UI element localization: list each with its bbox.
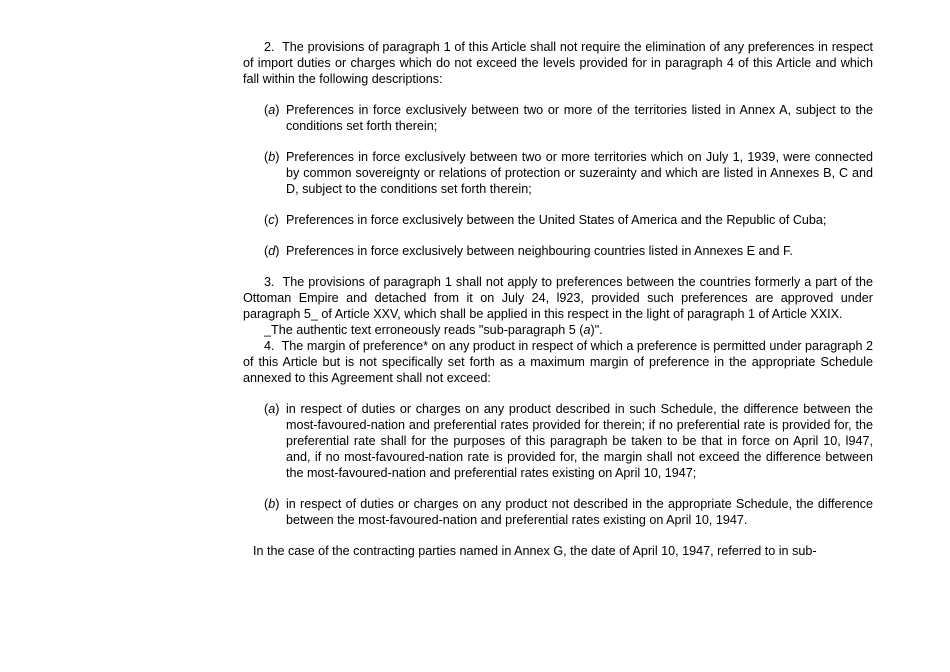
paragraph-4-number: 4.	[264, 339, 275, 353]
subparagraph-2a	[264, 102, 873, 134]
subparagraph-2b	[264, 149, 873, 197]
subparagraph-text: in respect of duties or charges on any product not described in the appropriate Schedule, the difference between the most-favoured-nation and preferential rates existing on April 10, 1947.	[286, 497, 873, 527]
subparagraph-label: (b)	[264, 497, 280, 511]
subparagraph-text: Preferences in force exclusively between two or more territories which on July 1, 1939, were connected by common sovereignty or relations of protection or suzerainty and which are listed in Annexes B, C and D, subject to the conditions set forth therein;	[286, 150, 873, 196]
paragraph-2-number: 2.	[264, 40, 275, 54]
subparagraph-label: (b)	[264, 150, 280, 164]
subparagraph-label: (a)	[264, 402, 280, 416]
subparagraph-text: in respect of duties or charges on any product described in such Schedule, the difference between the most-favoured-nation and preferential rates provided for therein; if no preferential rate is provided for, the preferential rate shall for the purposes of this paragraph be taken to be that in force on April 10, l947, and, if no most-favoured-nation rate is provided for, the margin shall not exceed the difference between the most-favoured-nation and preferential rates existing on April 10, 1947;	[286, 402, 873, 480]
document-page	[243, 39, 873, 559]
subparagraph-2c	[264, 212, 873, 228]
closing-paragraph: In the case of the contracting parties named in Annex G, the date of April 10, 1947, referred to in sub-	[253, 544, 817, 558]
subparagraph-label: (c)	[264, 213, 279, 227]
subparagraph-2d	[264, 243, 873, 259]
paragraph-3-number: 3.	[264, 275, 275, 289]
paragraph-3	[243, 274, 873, 322]
subparagraph-text: Preferences in force exclusively between the United States of America and the Republic of Cuba;	[286, 213, 827, 227]
footnote: _The authentic text erroneously reads "sub-paragraph 5 (a)".	[264, 323, 603, 337]
subparagraph-label: (a)	[264, 103, 280, 117]
subparagraph-4b	[264, 496, 873, 528]
subparagraph-label: (d)	[264, 244, 280, 258]
subparagraph-4a	[264, 401, 873, 481]
paragraph-4-text: The margin of preference* on any product in respect of which a preference is permitted under paragraph 2 of this Article but is not specifically set forth as a maximum margin of preference in the appropriate Schedule annexed to this Agreement shall not exceed:	[243, 339, 874, 385]
paragraph-3-text: The provisions of paragraph 1 shall not apply to preferences between the countries formerly a part of the Ottoman Empire and detached from it on July 24, l923, provided such preferences are approved under paragraph 5_ of Article XXV, which shall be applied in this respect in the light of paragraph 1 of Article XXIX.	[243, 275, 873, 321]
subparagraph-text: Preferences in force exclusively between two or more of the territories listed in Annex A, subject to the conditions set forth therein;	[286, 103, 873, 133]
paragraph-2	[243, 39, 873, 87]
paragraph-4	[243, 338, 873, 386]
subparagraph-text: Preferences in force exclusively between neighbouring countries listed in Annexes E and F.	[286, 244, 793, 258]
paragraph-2-text: The provisions of paragraph 1 of this Article shall not require the elimination of any preferences in respect of import duties or charges which do not exceed the levels provided for in paragraph 4 of this Article and which fall within the following descriptions:	[243, 40, 874, 86]
